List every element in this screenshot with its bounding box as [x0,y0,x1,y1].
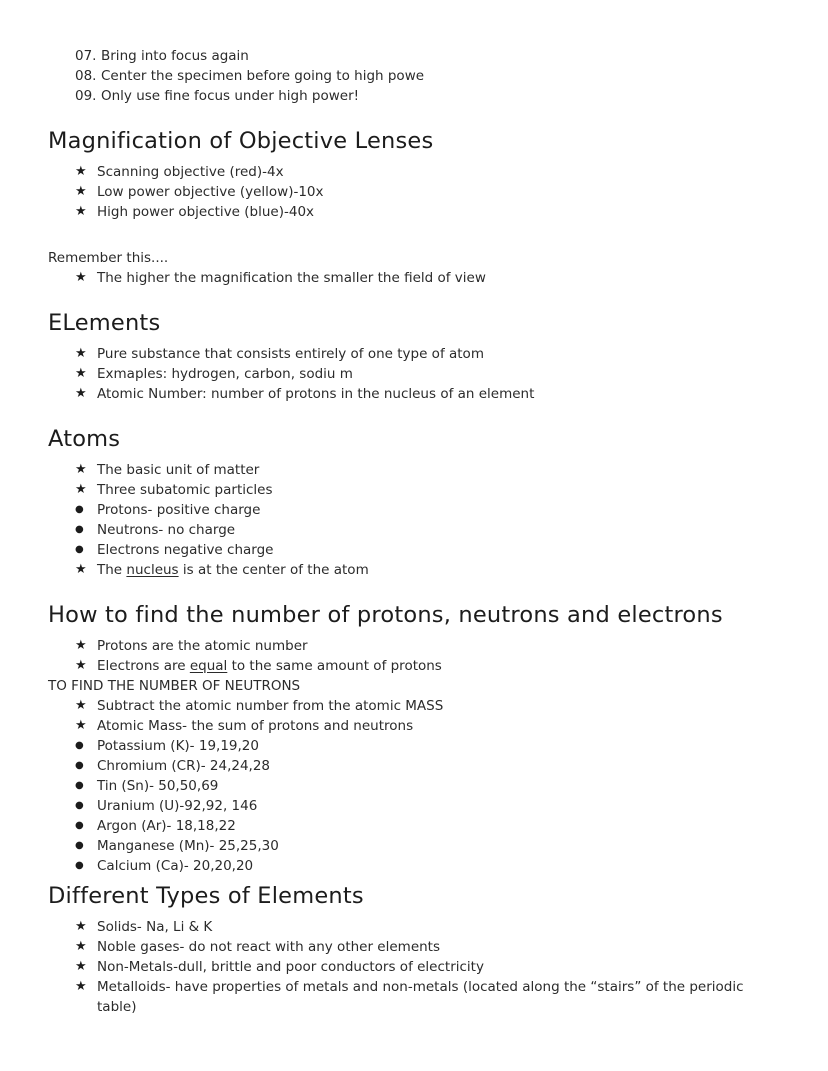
list-item-text: Atomic Number: number of protons in the nucleus of an element [97,386,535,402]
section-heading: Magnification of Objective Lenses [48,128,434,154]
bullet-list-item [48,736,786,756]
bullet-list-item [48,977,786,1017]
bullet-list-item [48,560,786,580]
star-bullet-icon: ★ [75,482,87,497]
bullet-list-item [48,776,786,796]
section-heading: How to find the number of protons, neutrons and electrons [48,602,723,628]
numbered-list-item [48,86,786,106]
plain-line [48,248,786,268]
star-bullet-icon: ★ [75,979,87,994]
list-item-text: Three subatomic particles [97,482,273,498]
bullet-list-item [48,816,786,836]
dot-bullet-icon: ● [75,800,84,811]
bullet-list-item [48,796,786,816]
dot-bullet-icon: ● [75,524,84,535]
list-item-text: Uranium (U)-92,92, 146 [97,798,258,814]
list-item-text: High power objective (blue)-40x [97,204,315,220]
list-item-text: Metalloids- have properties of metals and non-metals (located along the “stairs” of the periodic table) [97,979,744,1015]
bullet-list-item [48,636,786,656]
bullet-list-item [48,716,786,736]
list-item-text: Protons are the atomic number [97,638,308,654]
bullet-list-item [48,182,786,202]
list-item-text: Low power objective (yellow)-10x [97,184,324,200]
underlined-text: equal [189,658,228,674]
dot-bullet-icon: ● [75,820,84,831]
list-item-text: Tin (Sn)- 50,50,69 [97,778,219,794]
numbered-list-item [48,66,786,86]
bullet-list-item [48,344,786,364]
star-bullet-icon: ★ [75,959,87,974]
bullet-list-item [48,656,786,676]
star-bullet-icon: ★ [75,638,87,653]
bullet-list-item [48,937,786,957]
star-bullet-icon: ★ [75,462,87,477]
section-heading: Different Types of Elements [48,883,364,909]
dot-bullet-icon: ● [75,780,84,791]
star-bullet-icon: ★ [75,718,87,733]
bullet-list-item [48,384,786,404]
star-bullet-icon: ★ [75,184,87,199]
list-item-text: Exmaples: hydrogen, carbon, sodiu m [97,366,353,382]
plain-line [48,676,786,696]
intro-list [48,46,786,106]
bullet-list-item [48,756,786,776]
list-item-text: Solids- Na, Li & K [97,919,213,935]
bullet-list-item [48,202,786,222]
dot-bullet-icon: ● [75,740,84,751]
bullet-list-item [48,836,786,856]
dot-bullet-icon: ● [75,544,84,555]
star-bullet-icon: ★ [75,698,87,713]
star-bullet-icon: ★ [75,270,87,285]
bullet-list-item [48,480,786,500]
star-bullet-icon: ★ [75,562,87,577]
list-item-text: The nucleus is at the center of the atom [97,562,369,578]
list-item-text: Neutrons- no charge [97,522,236,538]
list-item-text: Electrons are equal to the same amount of protons [97,658,442,674]
star-bullet-icon: ★ [75,346,87,361]
list-item-text: Remember this.... [48,250,169,266]
bullet-list-item [48,917,786,937]
list-item-text: Atomic Mass- the sum of protons and neutrons [97,718,414,734]
section-heading: ELements [48,310,161,336]
section-heading: Atoms [48,426,121,452]
bullet-list-item [48,500,786,520]
list-item-text: Protons- positive charge [97,502,261,518]
list-item-text: Pure substance that consists entirely of one type of atom [97,346,484,362]
bullet-list-item [48,520,786,540]
sections-container [48,127,786,1017]
bullet-list-item [48,540,786,560]
list-item-text: TO FIND THE NUMBER OF NEUTRONS [48,678,301,694]
numbered-list-item [48,46,786,66]
list-item-text: The basic unit of matter [97,462,260,478]
star-bullet-icon: ★ [75,939,87,954]
dot-bullet-icon: ● [75,840,84,851]
bullet-list-item [48,162,786,182]
bullet-list-item [48,957,786,977]
list-item-text: Manganese (Mn)- 25,25,30 [97,838,279,854]
list-item-text: The higher the magnification the smaller the field of view [97,270,486,286]
dot-bullet-icon: ● [75,760,84,771]
document-body [48,46,786,1017]
list-item-text: Scanning objective (red)-4x [97,164,284,180]
bullet-list-item [48,460,786,480]
underlined-text: nucleus [126,562,179,578]
bullet-list-item [48,364,786,384]
list-item-text: Chromium (CR)- 24,24,28 [97,758,271,774]
star-bullet-icon: ★ [75,658,87,673]
star-bullet-icon: ★ [75,204,87,219]
star-bullet-icon: ★ [75,366,87,381]
list-item-text: Center the specimen before going to high powe [101,68,425,84]
list-item-text: Potassium (K)- 19,19,20 [97,738,259,754]
list-item-text: Electrons negative charge [97,542,274,558]
dot-bullet-icon: ● [75,504,84,515]
list-item-text: Subtract the atomic number from the atomic MASS [97,698,444,714]
star-bullet-icon: ★ [75,919,87,934]
list-item-text: Calcium (Ca)- 20,20,20 [97,858,254,874]
list-item-number: 08. [75,68,97,84]
list-item-text: Only use fine focus under high power! [101,88,360,104]
bullet-list-item [48,696,786,716]
list-item-text: Noble gases- do not react with any other elements [97,939,441,955]
list-item-text: Argon (Ar)- 18,18,22 [97,818,236,834]
bullet-list-item [48,268,786,288]
list-item-text: Bring into focus again [101,48,249,64]
star-bullet-icon: ★ [75,386,87,401]
list-item-number: 09. [75,88,97,104]
dot-bullet-icon: ● [75,860,84,871]
list-item-number: 07. [75,48,97,64]
bullet-list-item [48,856,786,876]
list-item-text: Non-Metals-dull, brittle and poor conductors of electricity [97,959,484,975]
star-bullet-icon: ★ [75,164,87,179]
